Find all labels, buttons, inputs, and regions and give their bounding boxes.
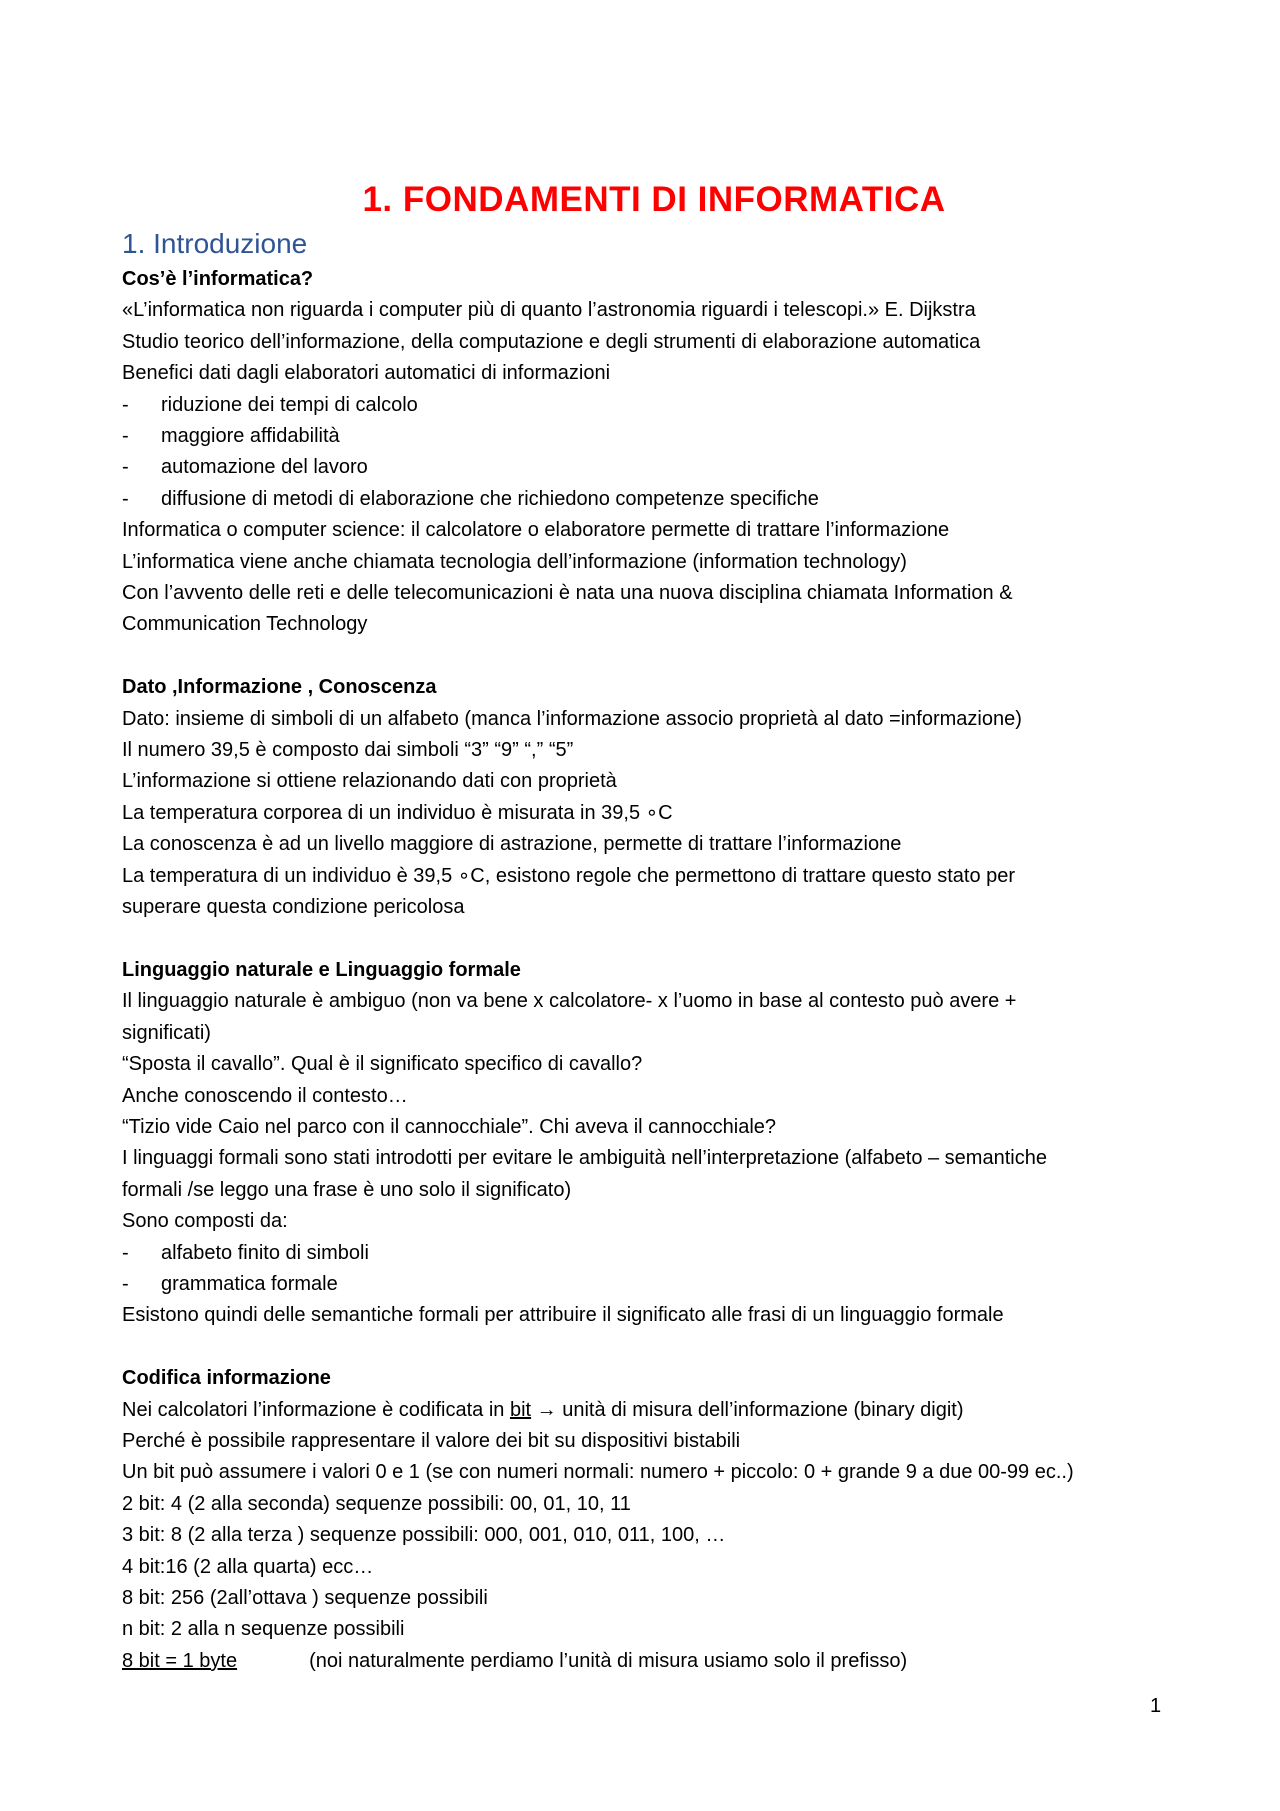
paragraph: Anche conoscendo il contesto… <box>122 1084 408 1107</box>
paragraph: La conoscenza è ad un livello maggiore di astrazione, permette di trattare l’informazione <box>122 833 902 856</box>
spacer <box>122 641 1172 672</box>
paragraph: L’informazione si ottiene relazionando dati con proprietà <box>122 770 617 793</box>
paragraph: I linguaggi formali sono stati introdotti per evitare le ambiguità nell’interpretazione (alfabeto – semantiche <box>122 1147 1047 1170</box>
paragraph: Communication Technology <box>122 613 368 636</box>
paragraph: Un bit può assumere i valori 0 e 1 (se con numeri normali: numero + piccolo: 0 + grande 9 a due 00-99 ec..) <box>122 1461 1074 1484</box>
paragraph: “Sposta il cavallo”. Qual è il significato specifico di cavallo? <box>122 1053 643 1076</box>
bullet-dash: - <box>122 1272 129 1295</box>
paragraph: 8 bit: 256 (2all’ottava ) sequenze possibili <box>122 1587 488 1610</box>
paragraph: 4 bit:16 (2 alla quarta) ecc… <box>122 1555 374 1578</box>
subheading-codifica: Codifica informazione <box>122 1367 331 1390</box>
paragraph: L’informatica viene anche chiamata tecnologia dell’informazione (information technology) <box>122 550 907 573</box>
bullet-dash: - <box>122 487 129 510</box>
benefits-intro: Benefici dati dagli elaboratori automatici di informazioni <box>122 362 611 385</box>
document-title: 1. FONDAMENTI DI INFORMATICA <box>362 180 946 219</box>
paragraph: Dato: insieme di simboli di un alfabeto (manca l’informazione associo proprietà al dato =informazione) <box>122 707 1022 730</box>
paragraph: Il numero 39,5 è composto dai simboli “3” “9” “,” “5” <box>122 739 574 762</box>
paragraph: Informatica o computer science: il calcolatore o elaboratore permette di trattare l’informazione <box>122 519 950 542</box>
paragraph: La temperatura di un individuo è 39,5 ∘C, esistono regole che permettono di trattare questo stato per <box>122 864 1016 887</box>
list-item: - riduzione dei tempi di calcolo <box>122 390 1172 421</box>
list-item: - grammatica formale <box>122 1269 1172 1300</box>
section-heading: 1. Introduzione <box>122 228 308 259</box>
bullet-dash: - <box>122 393 129 416</box>
list-item: - maggiore affidabilità <box>122 421 1172 452</box>
paragraph: 3 bit: 8 (2 alla terza ) sequenze possibili: 000, 001, 010, 011, 100, … <box>122 1524 726 1547</box>
subheading-cos-e-informatica: Cos’è l’informatica? <box>122 268 314 290</box>
paragraph: 2 bit: 4 (2 alla seconda) sequenze possibili: 00, 01, 10, 11 <box>122 1492 631 1515</box>
bullet-dash: - <box>122 1241 129 1264</box>
paragraph: “Tizio vide Caio nel parco con il cannocchiale”. Chi aveva il cannocchiale? <box>122 1115 777 1138</box>
paragraph: Esistono quindi delle semantiche formali per attribuire il significato alle frasi di un linguaggio formale <box>122 1304 1004 1327</box>
page-number: 1 <box>1150 1695 1162 1717</box>
paragraph: La temperatura corporea di un individuo è misurata in 39,5 ∘C <box>122 801 673 824</box>
bit-term: bit <box>509 1398 532 1421</box>
paragraph: Con l’avvento delle reti e delle telecomunicazioni è nata una nuova disciplina chiamata Information & <box>122 582 1013 605</box>
paragraph: Nei calcolatori l’informazione è codificata in bit → unità di misura dell’informazione (binary digit) <box>122 1398 964 1421</box>
subheading-dato: Dato ,Informazione , Conoscenza <box>122 676 437 699</box>
list-item: - alfabeto finito di simboli <box>122 1238 1172 1269</box>
definition-text: Studio teorico dell’informazione, della computazione e degli strumenti di elaborazione automatica <box>122 330 981 353</box>
paragraph: Sono composti da: <box>122 1210 288 1233</box>
paragraph: Perché è possibile rappresentare il valore dei bit su dispositivi bistabili <box>122 1429 741 1452</box>
paragraph: formali /se leggo una frase è uno solo il significato) <box>122 1178 572 1201</box>
paragraph: significati) <box>122 1021 211 1044</box>
page-content <box>122 176 1172 1677</box>
list-item: - automazione del lavoro <box>122 452 1172 483</box>
paragraph: n bit: 2 alla n sequenze possibili <box>122 1618 405 1641</box>
subheading-linguaggio: Linguaggio naturale e Linguaggio formale <box>122 958 521 981</box>
paragraph: superare questa condizione pericolosa <box>122 896 465 919</box>
bullet-dash: - <box>122 456 129 479</box>
byte-definition: 8 bit = 1 byte <box>122 1649 238 1672</box>
spacer <box>122 1332 1172 1363</box>
bullet-dash: - <box>122 425 129 448</box>
spacer <box>122 924 1172 955</box>
list-item: - diffusione di metodi di elaborazione che richiedono competenze specifiche <box>122 484 1172 515</box>
paragraph: 8 bit = 1 byte (noi naturalmente perdiamo l’unità di misura usiamo solo il prefisso) <box>122 1649 908 1672</box>
dijkstra-quote: «L’informatica non riguarda i computer più di quanto l’astronomia riguardi i telescopi.» E. Dijkstra <box>122 299 976 322</box>
paragraph: Il linguaggio naturale è ambiguo (non va bene x calcolatore- x l’uomo in base al contesto può avere + <box>122 990 1017 1013</box>
